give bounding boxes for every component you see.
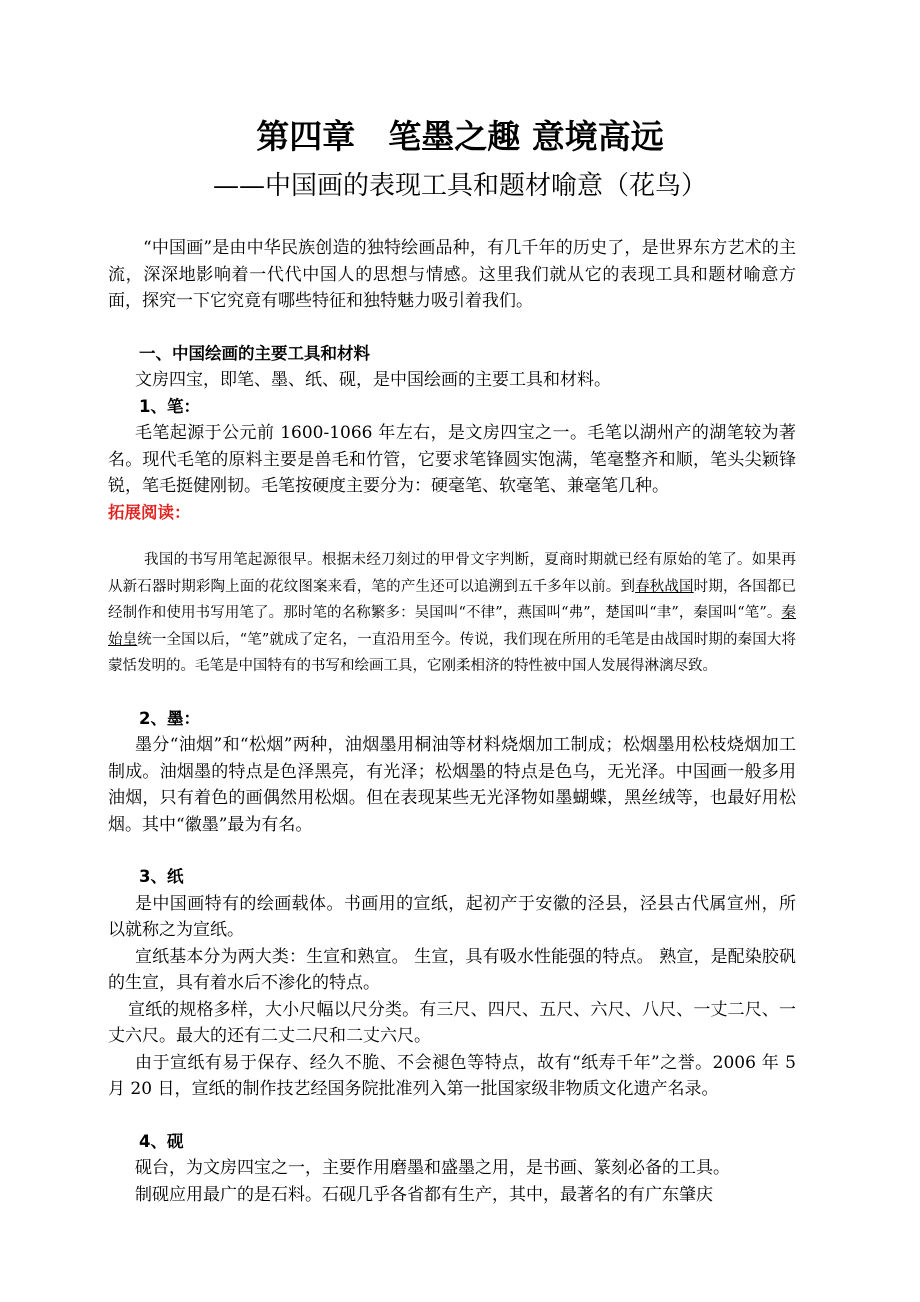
link-qinshihuang[interactable]: 秦始皇 (108, 605, 796, 648)
ink-paragraph: 墨分“油烟”和“松烟”两种，油烟墨用桐油等材料烧烟加工制成；松烟墨用松枝烧烟加工制成。油烟墨的特点是色泽黑亮，有光泽；松烟墨的特点是色乌，无光泽。中国画一般多用油烟，只有着色的画偶然用松烟。但在表现某些无光泽物如墨蝴蝶，黑丝绒等，也最好用松烟。其中“徽墨”最为有名。 (108, 735, 796, 835)
extension-reading-paragraph (108, 547, 796, 680)
brush-paragraph: 毛笔起源于公元前 1600-1066 年左右，是文房四宝之一。毛笔以湖州产的湖笔较为著名。现代毛笔的原料主要是兽毛和竹管，它要求笔锋圆实饱满，笔毫整齐和顺，笔头尖颖锋锐，笔毛挺健刚韧。毛笔按硬度主要分为：硬毫笔、软毫笔、兼毫笔几种。 (108, 423, 796, 496)
document-body (108, 225, 796, 1208)
paper-paragraph-1: 是中国画特有的绘画载体。书画用的宣纸，起初产于安徽的泾县，泾县古代属宣州，所以就称之为宣纸。 (108, 893, 796, 940)
inkstone-paragraph-2: 制砚应用最广的是石料。石砚几乎各省都有生产，其中，最著名的有广东肇庆 (135, 1184, 713, 1205)
paper-paragraph-4: 由于宣纸有易于保存、经久不脆、不会褪色等特点，故有“纸寿千年”之誉。2006 年 5 月 20 日，宣纸的制作技艺经国务院批准列入第一批国家级非物质文化遗产名录。 (108, 1052, 796, 1099)
link-chunqiu-zhanguo[interactable]: 春秋战国 (635, 578, 694, 595)
paper-heading: 3、纸 (139, 867, 184, 886)
section-heading-tools: 一、中国绘画的主要工具和材料 (139, 343, 370, 363)
extension-text-part2: 时期，各国都已经制作和使用书写用笔了。那时笔的名称繁多：吴国叫“不律”，燕国叫“弗”，楚国叫“聿”，秦国叫“笔”。 (108, 578, 797, 621)
section-tools-text: 文房四宝，即笔、墨、纸、砚，是中国绘画的主要工具和材料。 (135, 370, 611, 390)
extension-text-part3: 统一全国以后，“笔”就成了定名，一直沿用至今。传说，我们现在所用的毛笔是由战国时期的秦国大将蒙恬发明的。毛笔是中国特有的书写和绘画工具，它刚柔相济的特性被中国人发展得淋漓尽致。 (108, 631, 796, 674)
extension-reading-label: 拓展阅读： (108, 502, 191, 522)
ink-heading: 2、墨： (139, 708, 200, 728)
intro-paragraph: “中国画”是由中华民族创造的独特绘画品种，有几千年的历史了，是世界东方艺术的主流，深深地影响着一代代中国人的思想与情感。这里我们就从它的表现工具和题材喻意方面，探究一下它究竟有哪些特征和独特魅力吸引着我们。 (108, 238, 796, 311)
page-subtitle: ——中国画的表现工具和题材喻意（花鸟） (212, 171, 707, 201)
brush-heading: 1、笔： (139, 396, 200, 416)
extension-text-part1: 我国的书写用笔起源很早。根据未经刀刻过的甲骨文字判断，夏商时期就已经有原始的笔了。如果再从新石器时期彩陶上面的花纹图案来看，笔的产生还可以追溯到五千多年以前。到 (108, 552, 796, 595)
page-title: 第四章 笔墨之趣 意境高远 (256, 117, 664, 156)
inkstone-heading: 4、砚 (139, 1131, 184, 1151)
paper-paragraph-2: 宣纸基本分为两大类：生宣和熟宣。 生宣，具有吸水性能强的特点。 熟宣，是配染胶矾的生宣，具有着水后不渗化的特点。 (108, 946, 796, 993)
inkstone-paragraph-1: 砚台，为文房四宝之一，主要作用磨墨和盛墨之用，是书画、篆刻必备的工具。 (135, 1158, 730, 1178)
paper-paragraph-3: 宣纸的规格多样，大小尺幅以尺分类。有三尺、四尺、五尺、六尺、八尺、一丈二尺、一丈六尺。最大的还有二丈二尺和二丈六尺。 (108, 999, 796, 1046)
